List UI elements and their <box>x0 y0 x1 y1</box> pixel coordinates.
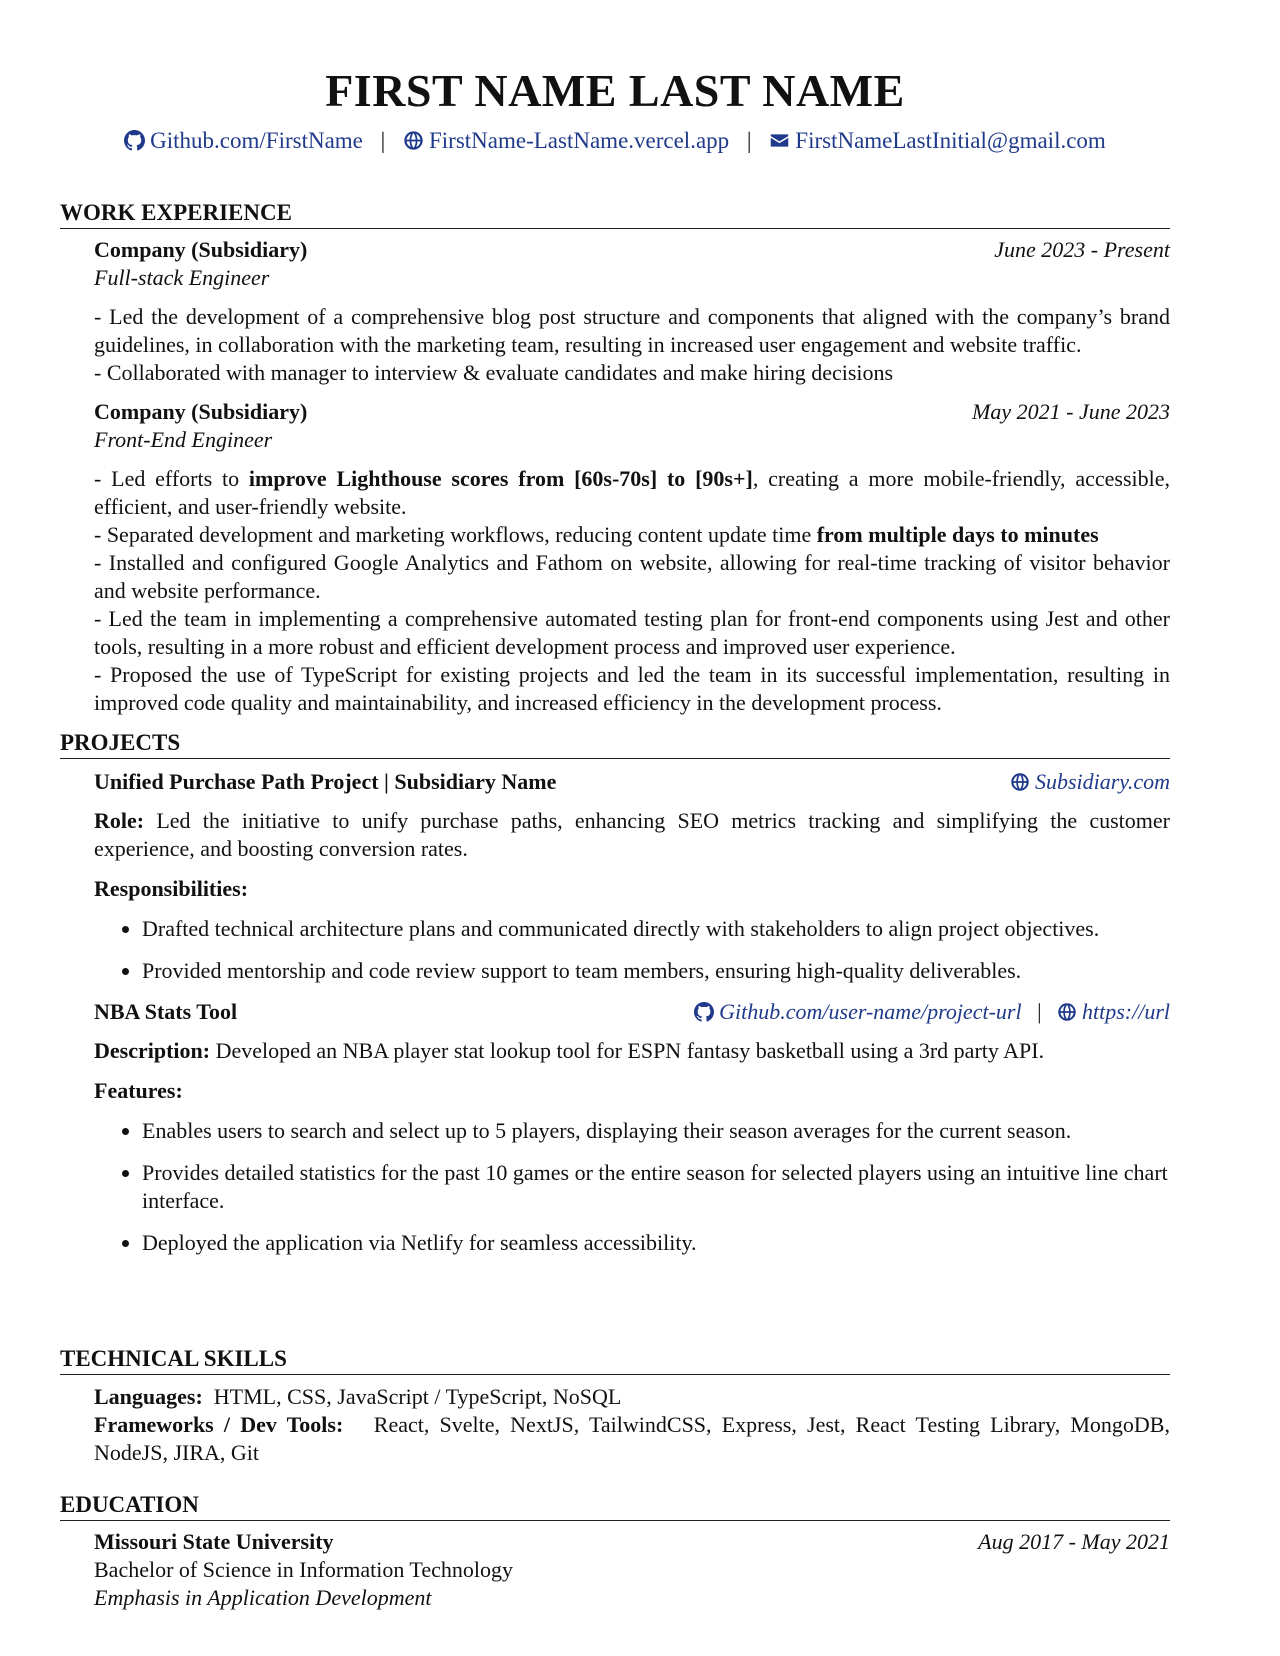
project-header <box>94 999 1170 1025</box>
job-bullet <box>94 521 1170 549</box>
projects-section <box>60 730 1170 1271</box>
bullet-highlight: improve Lighthouse scores from [60s-70s] to [90s+] <box>248 466 753 491</box>
list-item: • Enables users to search and select up to 5 players, displaying their season averages for the current season. <box>142 1117 1170 1145</box>
separator: | <box>380 128 386 153</box>
bullet-text: - Led efforts to <box>94 466 249 491</box>
bullet-text: - Separated development and marketing workflows, reducing content update time <box>94 522 817 547</box>
job-bullet: - Led the development of a comprehensive blog post structure and components that aligned with the company’s brand guidelines, in collaboration with the marketing team, resulting in increased user engagement and website traffic. <box>94 304 1170 357</box>
job-header <box>94 399 1170 425</box>
skills-frameworks <box>94 1411 1170 1467</box>
role-text: Led the initiative to unify purchase paths, enhancing SEO metrics tracking and simplifying the customer experience, and boosting conversion rates. <box>94 808 1170 861</box>
skills-text: React, Svelte, NextJS, TailwindCSS, Express, Jest, React Testing Library, MongoDB, NodeJS, JIRA, Git <box>94 1412 1170 1465</box>
job-role: Front-End Engineer <box>94 427 273 452</box>
project-github-link[interactable] <box>694 999 1021 1024</box>
responsibilities-label: Responsibilities: <box>94 876 249 901</box>
separator: | <box>746 128 752 153</box>
skills-languages <box>94 1383 1170 1411</box>
globe-icon <box>403 130 424 151</box>
section-title: PROJECTS <box>60 730 1170 759</box>
degree: Bachelor of Science in Information Technology <box>94 1557 513 1582</box>
job-dates: May 2021 - June 2023 <box>972 399 1170 424</box>
project-url-link[interactable] <box>1057 999 1170 1024</box>
website-link[interactable] <box>403 128 735 153</box>
school-name: Missouri State University <box>94 1529 334 1554</box>
features-label: Features: <box>94 1078 183 1103</box>
emphasis: Emphasis in Application Development <box>94 1585 432 1610</box>
github-icon <box>694 1002 714 1022</box>
project-links <box>694 999 1170 1025</box>
project-url-text: https://url <box>1081 999 1170 1024</box>
company-name: Company (Subsidiary) <box>94 399 308 424</box>
skills-label: Languages: <box>94 1384 203 1409</box>
education-header <box>94 1529 1170 1555</box>
candidate-name: FIRST NAME LAST NAME <box>325 65 905 116</box>
github-icon <box>124 130 145 151</box>
github-link[interactable] <box>124 128 368 153</box>
project-description <box>94 1037 1170 1065</box>
globe-icon <box>1010 772 1030 792</box>
envelope-icon <box>769 130 790 151</box>
bullet-highlight: from multiple days to minutes <box>816 522 1099 547</box>
skills-label: Frameworks / Dev Tools: <box>94 1412 344 1437</box>
description-label: Description: <box>94 1038 211 1063</box>
list-item: • Provides detailed statistics for the past 10 games or the entire season for selected players using an intuitive line chart interface. <box>142 1159 1170 1215</box>
technical-skills-section <box>60 1346 1170 1467</box>
description-text: Developed an NBA player stat lookup tool for ESPN fantasy basketball using a 3rd party API. <box>210 1038 1045 1063</box>
role-label: Role: <box>94 808 145 833</box>
separator: | <box>1037 999 1042 1024</box>
job-header <box>94 237 1170 263</box>
globe-icon <box>1057 1002 1077 1022</box>
contact-line <box>0 128 1230 154</box>
job-bullet: - Proposed the use of TypeScript for existing projects and led the team in its successful implementation, resulting in improved code quality and maintainability, and increased efficiency in the development process. <box>94 662 1170 715</box>
job-role: Full-stack Engineer <box>94 265 270 290</box>
project-header <box>94 769 1170 795</box>
email-link[interactable] <box>769 128 1106 153</box>
job-dates: June 2023 - Present <box>994 237 1170 262</box>
project-link-text: Subsidiary.com <box>1034 769 1170 794</box>
email-text: FirstNameLastInitial@gmail.com <box>795 128 1106 153</box>
section-title: WORK EXPERIENCE <box>60 200 1170 229</box>
project-role <box>94 807 1170 863</box>
job-bullet: - Collaborated with manager to interview & evaluate candidates and make hiring decisions <box>94 360 894 385</box>
section-title: TECHNICAL SKILLS <box>60 1346 1170 1375</box>
work-experience-section <box>60 200 1170 717</box>
list-item: • Drafted technical architecture plans and communicated directly with stakeholders to align project objectives. <box>142 915 1170 943</box>
bullet-text: , creating a more mobile-friendly, accessible, efficient, and user-friendly website. <box>94 466 1170 519</box>
job-bullet: - Installed and configured Google Analytics and Fathom on website, allowing for real-time tracking of visitor behavior and website performance. <box>94 550 1170 603</box>
section-title: EDUCATION <box>60 1492 1170 1521</box>
project-link[interactable] <box>1010 769 1170 795</box>
list-item: • Provided mentorship and code review support to team members, ensuring high-quality deliverables. <box>142 957 1170 985</box>
skills-text: HTML, CSS, JavaScript / TypeScript, NoSQL <box>213 1384 622 1409</box>
company-name: Company (Subsidiary) <box>94 237 308 262</box>
project-name: NBA Stats Tool <box>94 999 238 1024</box>
education-section <box>60 1492 1170 1611</box>
features-list <box>94 1117 1170 1257</box>
project-name: Unified Purchase Path Project | Subsidiary Name <box>94 769 557 794</box>
education-dates: Aug 2017 - May 2021 <box>978 1529 1170 1554</box>
responsibilities-list <box>94 915 1170 985</box>
list-item: • Deployed the application via Netlify for seamless accessibility. <box>142 1229 1170 1257</box>
project-github-text: Github.com/user-name/project-url <box>719 999 1022 1024</box>
github-text: Github.com/FirstName <box>150 128 363 153</box>
job-bullet: - Led the team in implementing a comprehensive automated testing plan for front-end components using Jest and other tools, resulting in a more robust and efficient development process and improved user experience. <box>94 606 1170 659</box>
website-text: FirstName-LastName.vercel.app <box>429 128 730 153</box>
job-bullet <box>94 465 1170 521</box>
